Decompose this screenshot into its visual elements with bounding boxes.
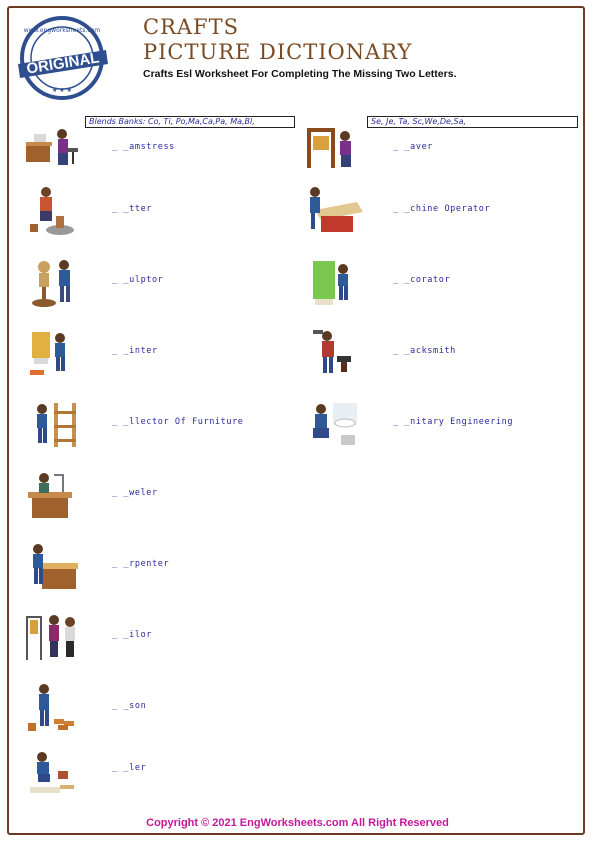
machine-operator-icon xyxy=(305,186,365,238)
furniture-collector-icon xyxy=(24,399,84,451)
word-blank: _ _ulptor xyxy=(112,275,164,285)
svg-text:www.engworksheets.com: www.engworksheets.com xyxy=(23,27,101,34)
tailor-icon xyxy=(24,612,84,664)
word-blank: _ _tter xyxy=(112,204,153,214)
word-blank: _ _ler xyxy=(112,763,147,773)
painter-icon xyxy=(24,328,84,380)
word-blank: _ _llector Of Furniture xyxy=(112,417,244,427)
page-title-line1: CRAFTS xyxy=(143,15,240,39)
word-blank: _ _ilor xyxy=(112,630,153,640)
carpenter-icon xyxy=(24,541,84,593)
sanitary-engineer-icon xyxy=(305,399,365,451)
jeweler-icon xyxy=(24,470,84,522)
tiler-icon xyxy=(24,745,84,797)
sculptor-icon xyxy=(24,257,84,309)
word-blank: _ _rpenter xyxy=(112,559,170,569)
word-blank: _ _chine Operator xyxy=(393,204,491,214)
page-subtitle: Crafts Esl Worksheet For Completing The Missing Two Letters. xyxy=(143,68,457,80)
copyright-footer: Copyright © 2021 EngWorksheets.com All Right Reserved xyxy=(146,817,449,829)
svg-text:ORIGINAL: ORIGINAL xyxy=(25,49,101,78)
page-title-line2: PICTURE DICTIONARY xyxy=(143,40,413,64)
word-blank: _ _aver xyxy=(393,142,434,152)
potter-icon xyxy=(24,186,84,238)
word-blank: _ _inter xyxy=(112,346,158,356)
word-blank: _ _amstress xyxy=(112,142,175,152)
word-bank-right: Se, Je, Ta, Sc,We,De,Sa, xyxy=(367,116,578,128)
word-blank: _ _corator xyxy=(393,275,451,285)
weaver-icon xyxy=(305,124,365,176)
decorator-icon xyxy=(305,257,365,309)
blacksmith-icon xyxy=(305,328,365,380)
word-blank: _ _son xyxy=(112,701,147,711)
svg-text:★ ★ ★: ★ ★ ★ xyxy=(52,87,72,94)
word-blank: _ _weler xyxy=(112,488,158,498)
word-blank: _ _nitary Engineering xyxy=(393,417,514,427)
mason-icon xyxy=(24,683,84,735)
word-bank-left: Blends Banks: Co, Ti, Po,Ma,Ca,Pa, Ma,Bl, xyxy=(85,116,295,128)
word-blank: _ _acksmith xyxy=(393,346,456,356)
original-stamp-icon xyxy=(12,12,112,104)
seamstress-icon xyxy=(24,124,84,176)
